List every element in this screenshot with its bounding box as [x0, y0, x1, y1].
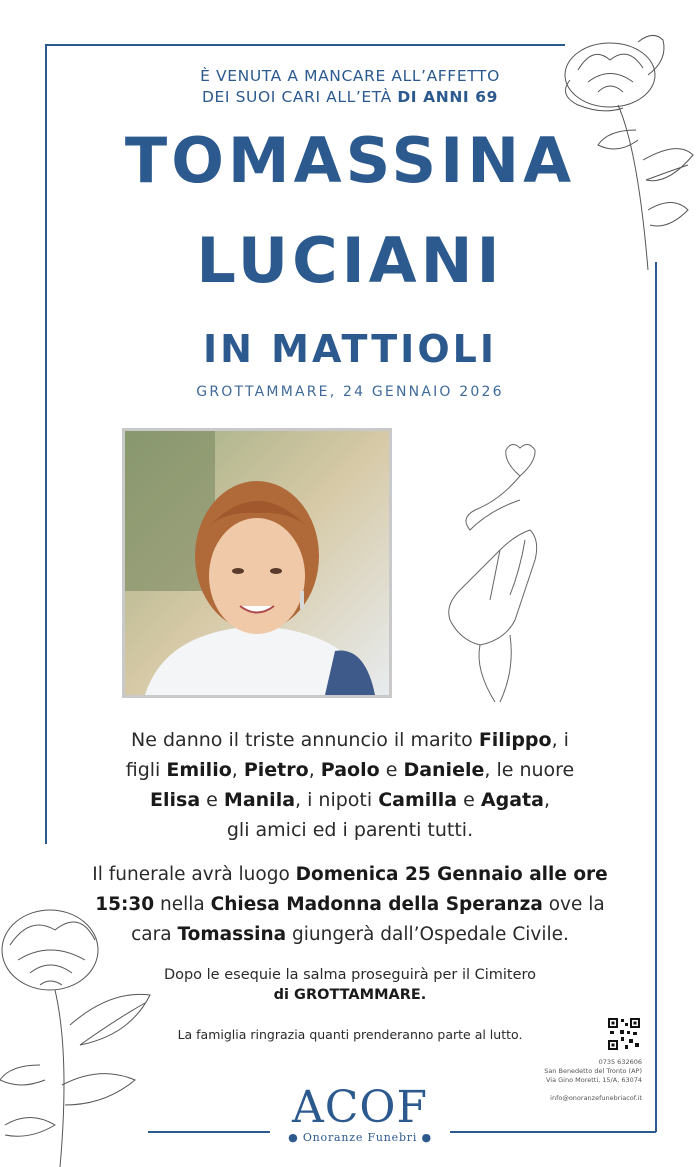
- grandchild-name: Camilla: [378, 789, 458, 811]
- funeral-time: 15:30: [95, 894, 155, 915]
- church-name: Chiesa Madonna della Speranza: [210, 894, 543, 915]
- announcement-line-4: gli amici ed i parenti tutti.: [226, 819, 474, 841]
- child-name: Paolo: [320, 759, 380, 781]
- burial-line-2: [0, 985, 700, 1005]
- acof-logo: [285, 1082, 435, 1144]
- child-name: Emilio: [166, 759, 232, 781]
- frame-top-line: [45, 44, 565, 46]
- intro-age: DI ANNI 69: [397, 88, 499, 106]
- text-segment: Il funerale avrà luogo: [92, 864, 296, 885]
- text-segment: Ne danno il triste annuncio il marito: [131, 729, 479, 751]
- text-segment: figli: [125, 759, 167, 781]
- contact-block: [520, 1058, 642, 1103]
- place-date: GROTTAMMARE, 24 GENNAIO 2026: [196, 384, 504, 400]
- child-name: Daniele: [403, 759, 485, 781]
- text-segment: e: [200, 789, 224, 811]
- funeral-date: Domenica 25 Gennaio alle ore: [295, 864, 608, 885]
- funeral-paragraph: [0, 860, 700, 950]
- text-segment: , le nuore: [484, 759, 575, 781]
- logo-name: ACOF: [291, 1082, 429, 1133]
- intro-text: [0, 66, 700, 108]
- portrait-image: [125, 431, 389, 695]
- contact-city: San Benedetto del Tronto (AP): [544, 1067, 642, 1075]
- deceased-name-mention: Tomassina: [177, 924, 287, 945]
- frame-bottom-line-right: [450, 1131, 656, 1133]
- contact-address: Via Gino Moretti, 15/A, 63074: [545, 1076, 642, 1084]
- grandchild-name: Agata: [480, 789, 544, 811]
- funeral-line-1: [0, 860, 700, 890]
- announcement-paragraph: [0, 725, 700, 845]
- funeral-line-3: [0, 920, 700, 950]
- funeral-line-2: [0, 890, 700, 920]
- text-segment: nella: [154, 894, 211, 915]
- intro-line-2-prefix: DEI SUOI CARI ALL’ETÀ: [201, 88, 398, 106]
- announcement-line-3: [0, 785, 700, 815]
- praying-hands-icon: [440, 440, 560, 705]
- text-segment: , i nipoti: [295, 789, 379, 811]
- cemetery-name: di GROTTAMMARE.: [273, 987, 427, 1003]
- text-segment: giungerà dall’Ospedale Civile.: [286, 924, 569, 945]
- deceased-last-name: LUCIANI: [196, 224, 504, 297]
- daughter-in-law-name: Elisa: [150, 789, 201, 811]
- text-segment: ,: [231, 759, 244, 781]
- contact-email[interactable]: info@onoranzefunebriacof.it: [550, 1094, 642, 1102]
- text-segment: e: [379, 759, 404, 781]
- burial-line-1: Dopo le esequie la salma proseguirà per il Cimitero: [163, 967, 537, 983]
- daughter-in-law-name: Manila: [223, 789, 296, 811]
- contact-phone[interactable]: 0735 632606: [598, 1058, 642, 1066]
- portrait-photo: [122, 428, 392, 698]
- deceased-married-name: IN MATTIOLI: [203, 327, 497, 371]
- text-segment: , i: [551, 729, 569, 751]
- announcement-line-2: [0, 755, 700, 785]
- logo-tagline: ● Onoranze Funebri ●: [288, 1131, 432, 1144]
- announcement-line-1: [0, 725, 700, 755]
- text-segment: cara: [131, 924, 178, 945]
- qr-code-icon[interactable]: [607, 1017, 641, 1051]
- thanks-text: La famiglia ringrazia quanti prenderanno parte al lutto.: [177, 1027, 523, 1042]
- text-segment: ove la: [542, 894, 605, 915]
- deceased-first-name: TOMASSINA: [124, 124, 576, 197]
- burial-paragraph: [0, 965, 700, 1005]
- intro-line-1: È VENUTA A MANCARE ALL’AFFETTO: [200, 67, 500, 85]
- text-segment: ,: [543, 789, 550, 811]
- logo-tagline-text: Onoranze Funebri: [302, 1131, 418, 1144]
- intro-line-2: [0, 87, 700, 108]
- text-segment: e: [457, 789, 481, 811]
- husband-name: Filippo: [478, 729, 552, 751]
- text-segment: ,: [308, 759, 321, 781]
- child-name: Pietro: [243, 759, 309, 781]
